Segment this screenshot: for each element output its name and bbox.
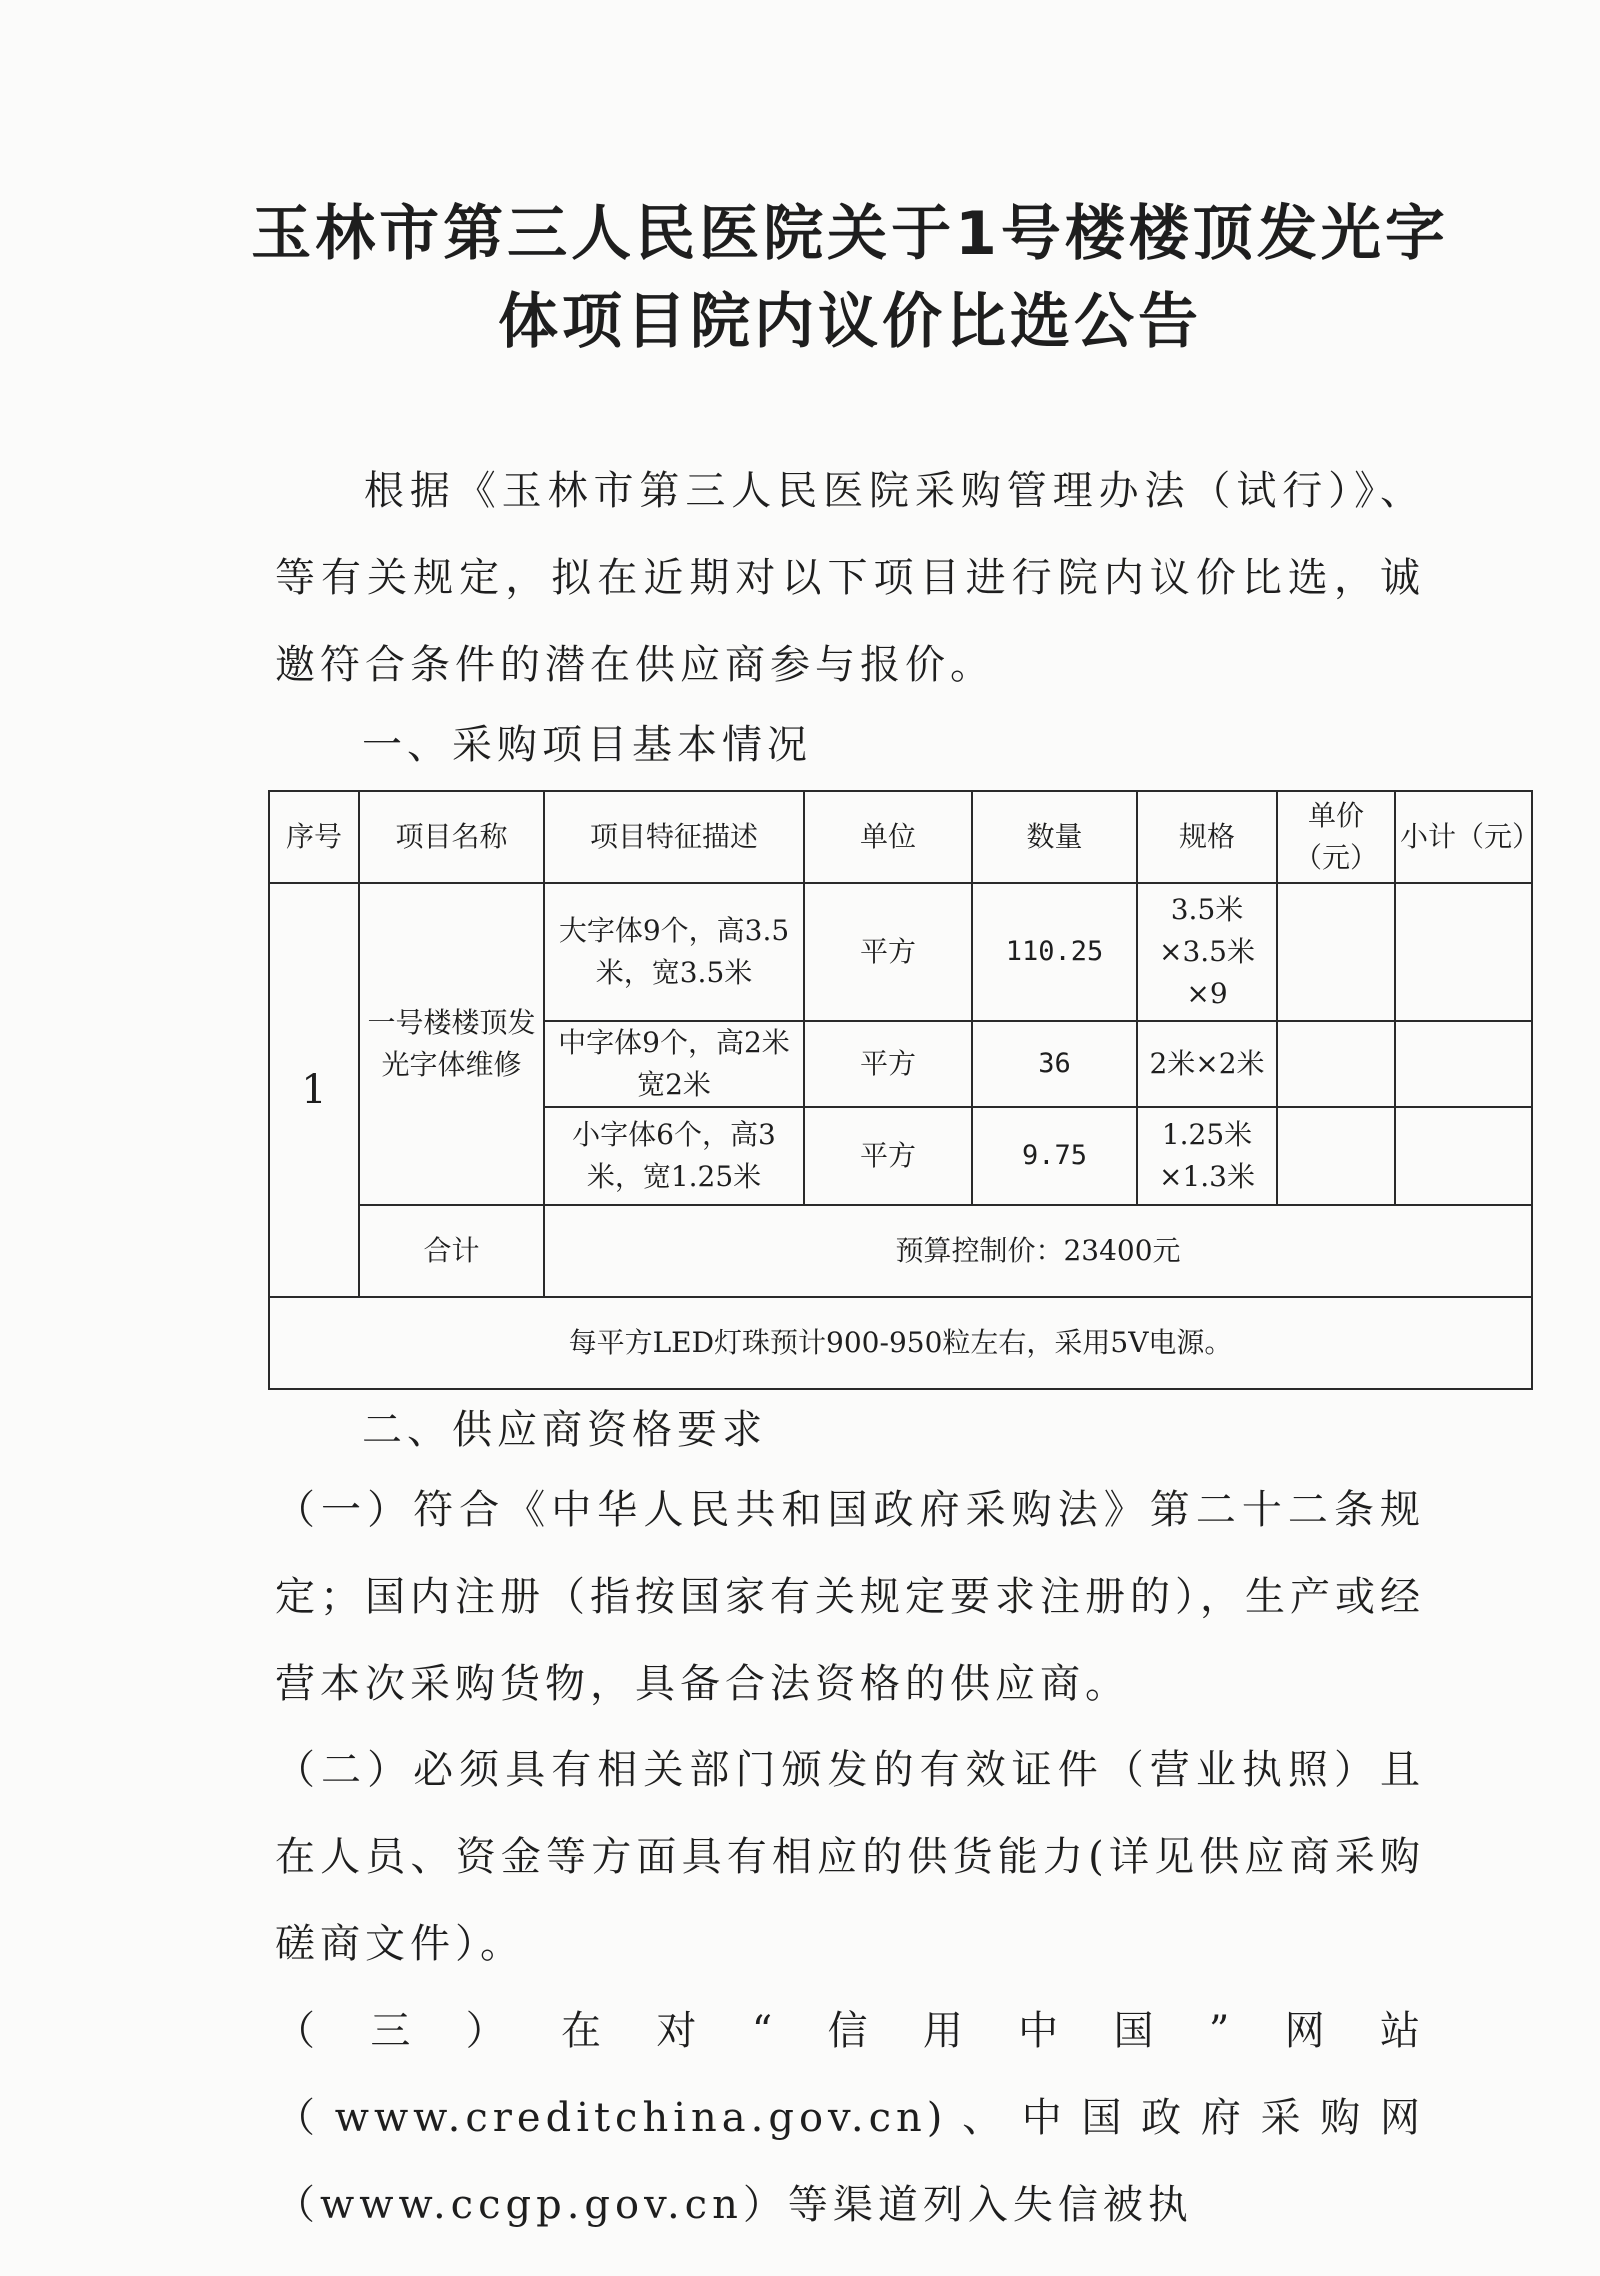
header-unit-price: 单价（元） xyxy=(1277,791,1395,883)
requirement-3: （三）在对“信用中国”网站（www.creditchina.gov.cn)、中国政府采购网（www.ccgp.gov.cn）等渠道列入失信被执 xyxy=(275,2008,1425,2228)
header-spec: 规格 xyxy=(1137,791,1277,883)
header-description: 项目特征描述 xyxy=(544,791,804,883)
qty-cell: 9.75 xyxy=(972,1107,1137,1205)
price-cell xyxy=(1277,883,1395,1021)
qty-cell: 36 xyxy=(972,1021,1137,1107)
desc-cell: 大字体9个，高3.5米，宽3.5米 xyxy=(544,883,804,1021)
subtotal-cell xyxy=(1395,1021,1532,1107)
unit-cell: 平方 xyxy=(804,1021,972,1107)
subtotal-cell xyxy=(1395,1107,1532,1205)
desc-cell: 中字体9个，高2米宽2米 xyxy=(544,1021,804,1107)
header-unit: 单位 xyxy=(804,791,972,883)
table-row xyxy=(269,883,1532,1021)
requirement-2: （二）必须具有相关部门颁发的有效证件（营业执照）且在人员、资金等方面具有相应的供货能力(详见供应商采购磋商文件）。 xyxy=(275,1747,1425,1967)
spec-cell: 3.5米×3.5米×9 xyxy=(1137,883,1277,1021)
document-title-line-1: 玉林市第三人民医院关于1号楼楼顶发光字 xyxy=(251,199,1449,269)
requirement-1: （一）符合《中华人民共和国政府采购法》第二十二条规定；国内注册（指按国家有关规定要求注册的），生产或经营本次采购货物，具备合法资格的供应商。 xyxy=(275,1487,1425,1707)
spec-cell: 2米×2米 xyxy=(1137,1021,1277,1107)
unit-cell: 平方 xyxy=(804,1107,972,1205)
unit-cell: 平方 xyxy=(804,883,972,1021)
table-row-note xyxy=(269,1297,1532,1389)
total-label-cell: 合计 xyxy=(359,1205,544,1297)
procurement-table xyxy=(268,790,1541,1390)
desc-cell: 小字体6个，高3米，宽1.25米 xyxy=(544,1107,804,1205)
header-seq: 序号 xyxy=(269,791,359,883)
total-value-cell: 预算控制价：23400元 xyxy=(544,1205,1532,1297)
price-cell xyxy=(1277,1107,1395,1205)
header-subtotal: 小计（元） xyxy=(1395,791,1532,883)
header-quantity: 数量 xyxy=(972,791,1137,883)
subtotal-cell xyxy=(1395,883,1532,1021)
seq-cell: 1 xyxy=(269,883,359,1297)
price-cell xyxy=(1277,1021,1395,1107)
intro-paragraph xyxy=(275,448,1425,709)
procurement-table-wrap xyxy=(268,790,1541,1390)
project-name-cell: 一号楼楼顶发光字体维修 xyxy=(359,883,544,1205)
qty-cell: 110.25 xyxy=(972,883,1137,1021)
header-project-name: 项目名称 xyxy=(359,791,544,883)
note-cell: 每平方LED灯珠预计900-950粒左右，采用5V电源。 xyxy=(269,1297,1532,1389)
section-heading-1: 一、采购项目基本情况 xyxy=(362,722,812,768)
section-heading-2: 二、供应商资格要求 xyxy=(362,1407,767,1453)
spec-cell: 1.25米×1.3米 xyxy=(1137,1107,1277,1205)
table-row-total xyxy=(269,1205,1532,1297)
intro-text: 根据《玉林市第三人民医院采购管理办法（试行）》、等有关规定，拟在近期对以下项目进行院内议价比选，诚邀符合条件的潜在供应商参与报价。 xyxy=(275,468,1425,688)
document-title-line-2: 体项目院内议价比选公告 xyxy=(498,287,1202,357)
